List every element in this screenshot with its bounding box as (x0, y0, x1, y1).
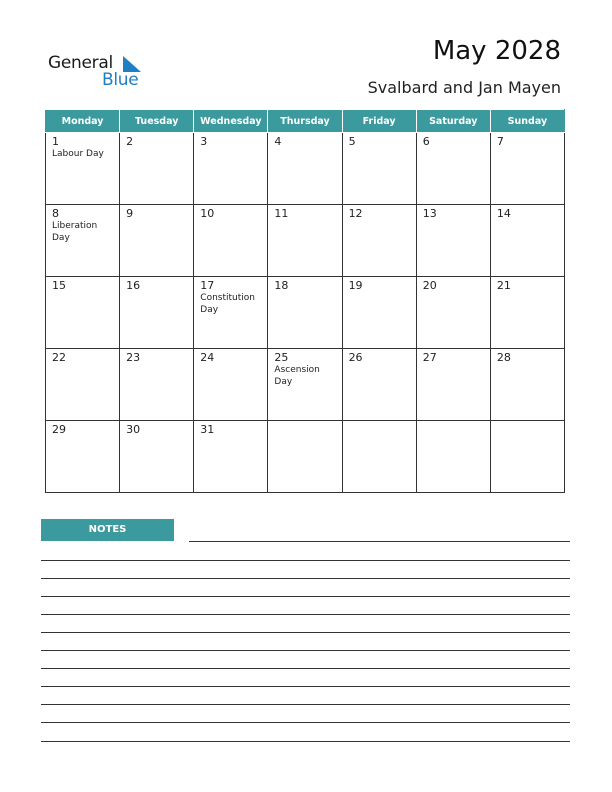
day-number: 10 (200, 207, 215, 220)
day-number: 14 (496, 207, 511, 220)
weekday-header: Tuesday (120, 110, 194, 133)
holiday-label: Liberation Day (52, 221, 98, 243)
calendar-week-row (46, 421, 565, 493)
day-number: 31 (200, 423, 215, 436)
notes-line (41, 596, 570, 597)
calendar-day-cell (120, 133, 194, 205)
calendar-day-cell (120, 349, 194, 421)
day-number: 17 (200, 279, 215, 292)
day-number: 13 (422, 207, 437, 220)
day-number: 28 (496, 351, 511, 364)
calendar-day-cell (194, 349, 268, 421)
calendar-day-cell (120, 421, 194, 493)
logo-wordmark-general: General (48, 53, 113, 73)
calendar-day-cell (194, 133, 268, 205)
page-title: May 2028 (432, 36, 561, 66)
day-number: 3 (200, 135, 208, 148)
brand-logo (48, 52, 148, 92)
notes-line (41, 632, 570, 633)
weekday-header: Saturday (416, 110, 490, 133)
notes-line (41, 686, 570, 687)
day-number: 21 (496, 279, 511, 292)
calendar-day-cell (120, 277, 194, 349)
day-number: 1 (52, 135, 59, 148)
calendar-day-cell (342, 205, 416, 277)
day-number: 30 (126, 423, 141, 436)
calendar-day-cell (194, 421, 268, 493)
day-number: 24 (200, 351, 215, 364)
day-number: 12 (348, 207, 363, 220)
calendar-day-cell (194, 277, 268, 349)
day-number: 18 (274, 279, 289, 292)
month-calendar (45, 109, 565, 493)
holiday-label: Constitution Day (200, 293, 255, 315)
notes-line (41, 668, 570, 669)
weekday-header-row (46, 110, 565, 133)
calendar-day-cell (46, 205, 120, 277)
calendar-day-cell (46, 277, 120, 349)
notes-line (41, 741, 570, 742)
calendar-day-cell (416, 349, 490, 421)
calendar-day-cell (46, 133, 120, 205)
calendar-week-row (46, 277, 565, 349)
calendar-day-cell (194, 205, 268, 277)
calendar-day-cell (342, 133, 416, 205)
day-number: 11 (274, 207, 289, 220)
calendar-day-cell (268, 133, 342, 205)
calendar-day-cell (416, 277, 490, 349)
calendar-day-cell (268, 205, 342, 277)
calendar-day-cell (416, 205, 490, 277)
calendar-week-row (46, 133, 565, 205)
weekday-header: Wednesday (194, 110, 268, 133)
calendar-day-cell (268, 421, 342, 493)
calendar-day-cell (342, 421, 416, 493)
day-number: 16 (126, 279, 141, 292)
day-number: 23 (126, 351, 141, 364)
calendar-day-cell (490, 133, 564, 205)
calendar-day-cell (416, 421, 490, 493)
weekday-header: Sunday (490, 110, 564, 133)
calendar-day-cell (416, 133, 490, 205)
page-subtitle: Svalbard and Jan Mayen (367, 78, 561, 97)
day-number: 8 (52, 207, 59, 220)
weekday-header: Monday (46, 110, 120, 133)
calendar-day-cell (490, 349, 564, 421)
day-number: 27 (422, 351, 437, 364)
calendar-day-cell (46, 349, 120, 421)
calendar-week-row (46, 205, 565, 277)
calendar-week-row (46, 349, 565, 421)
notes-line (41, 614, 570, 615)
day-number: 22 (52, 351, 66, 364)
day-number: 4 (274, 135, 282, 148)
calendar-day-cell (268, 277, 342, 349)
notes-line (41, 722, 570, 723)
calendar-day-cell (120, 205, 194, 277)
calendar-day-cell (490, 277, 564, 349)
day-number: 19 (348, 279, 363, 292)
logo-wordmark-blue: Blue (102, 70, 139, 90)
notes-header: NOTES (41, 519, 174, 541)
calendar-day-cell (342, 349, 416, 421)
weekday-header: Thursday (268, 110, 342, 133)
day-number: 9 (126, 207, 134, 220)
day-number: 20 (422, 279, 437, 292)
day-number: 29 (52, 423, 66, 436)
day-number: 15 (52, 279, 66, 292)
day-number: 7 (496, 135, 504, 148)
calendar-day-cell (342, 277, 416, 349)
weekday-header: Friday (342, 110, 416, 133)
day-number: 6 (422, 135, 430, 148)
day-number: 25 (274, 351, 289, 364)
calendar-day-cell (46, 421, 120, 493)
calendar-day-cell (490, 421, 564, 493)
day-number: 26 (348, 351, 363, 364)
notes-line (41, 650, 570, 651)
calendar-day-cell (268, 349, 342, 421)
calendar-day-cell (490, 205, 564, 277)
holiday-label: Labour Day (52, 149, 104, 159)
holiday-label: Ascension Day (274, 365, 320, 387)
notes-line (41, 704, 570, 705)
notes-line (41, 560, 570, 561)
day-number: 5 (348, 135, 356, 148)
day-number: 2 (126, 135, 134, 148)
notes-line (41, 578, 570, 579)
notes-line (189, 541, 570, 542)
